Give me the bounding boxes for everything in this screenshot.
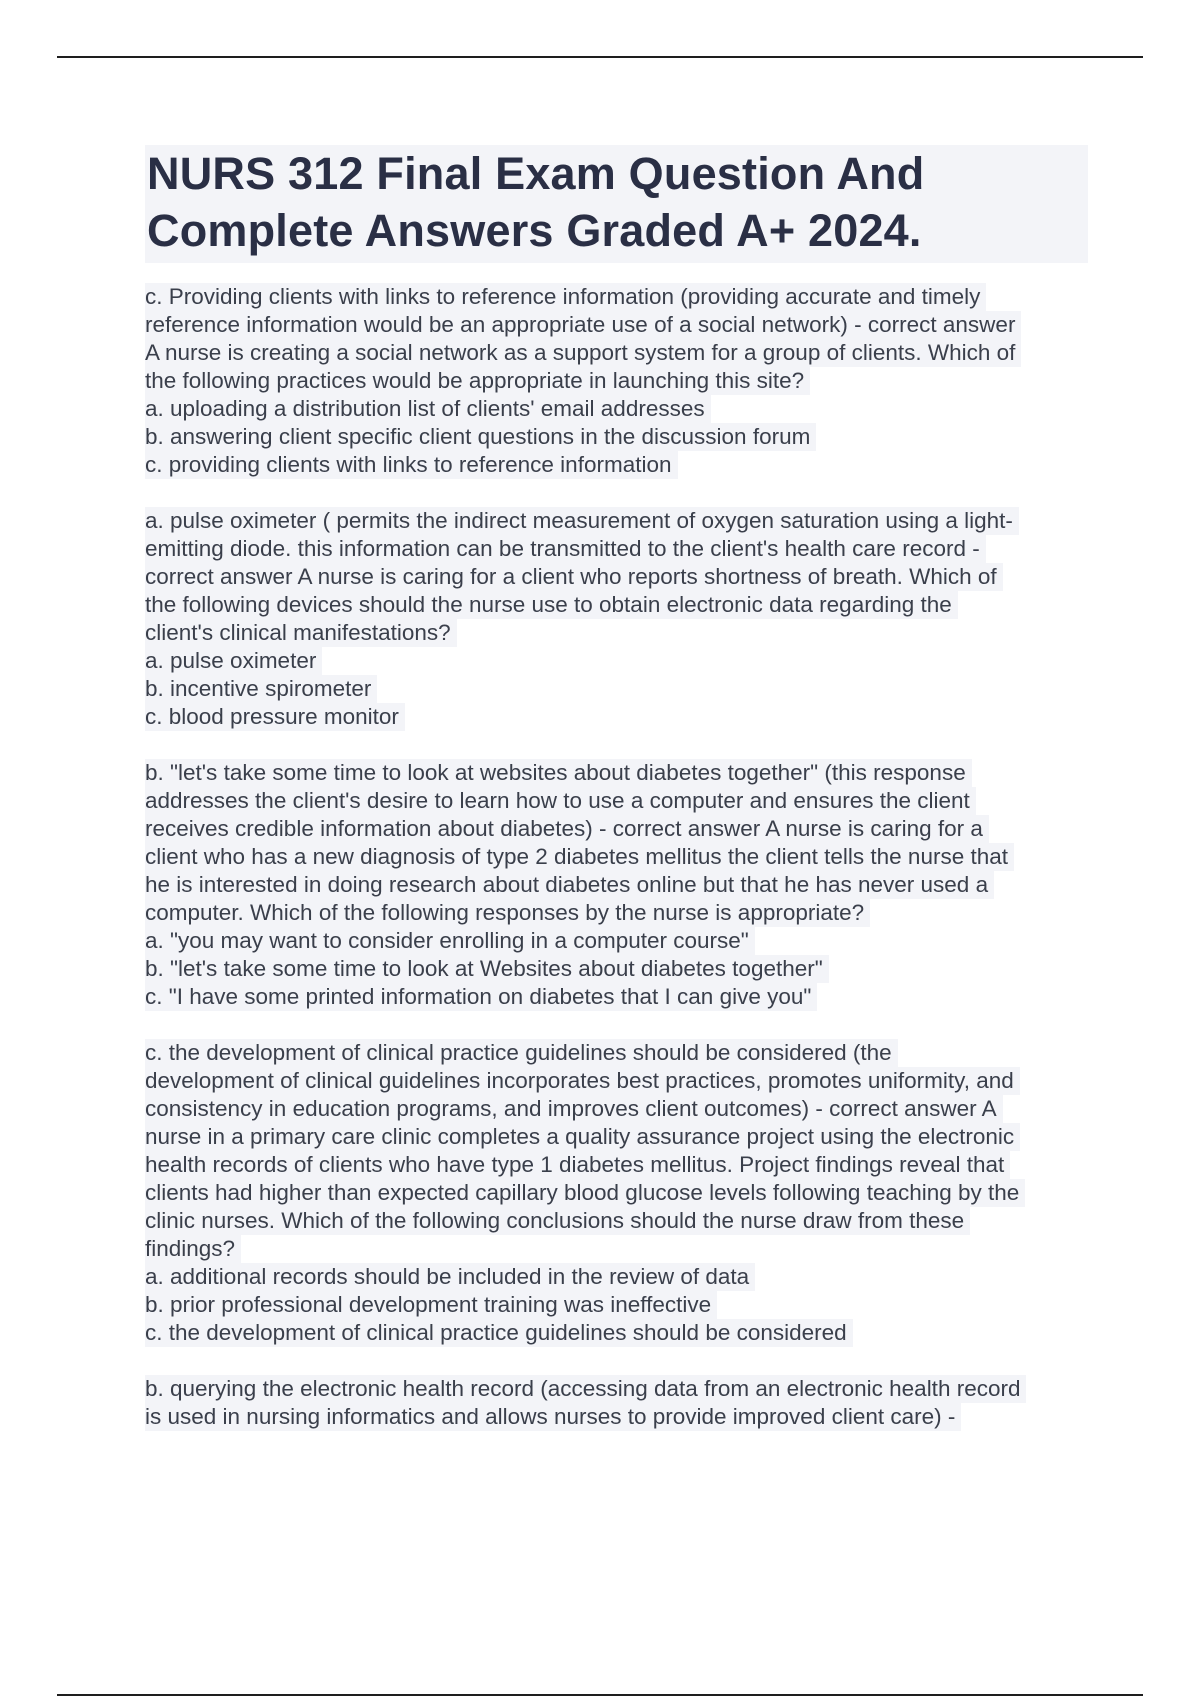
text-line: b. "let's take some time to look at Websites about diabetes together"	[145, 955, 829, 983]
title-block	[145, 145, 1088, 263]
text-line: a. pulse oximeter	[145, 647, 322, 675]
text-line: addresses the client's desire to learn how to use a computer and ensures the client	[145, 787, 976, 815]
text-line: receives credible information about diabetes) - correct answer A nurse is caring for a	[145, 815, 989, 843]
text-line: b. incentive spirometer	[145, 675, 377, 703]
text-line: the following practices would be appropriate in launching this site?	[145, 367, 810, 395]
text-line: a. uploading a distribution list of clients' email addresses	[145, 395, 711, 423]
text-line: clinic nurses. Which of the following conclusions should the nurse draw from these	[145, 1207, 970, 1235]
text-line: nurse in a primary care clinic completes a quality assurance project using the electronic	[145, 1123, 1020, 1151]
text-line: clients had higher than expected capillary blood glucose levels following teaching by the	[145, 1179, 1025, 1207]
title-line: NURS 312 Final Exam Question And	[147, 148, 925, 199]
qa-block	[145, 283, 1090, 479]
text-line: c. providing clients with links to reference information	[145, 451, 678, 479]
text-line: emitting diode. this information can be transmitted to the client's health care record -	[145, 535, 986, 563]
qa-block	[145, 759, 1090, 1011]
text-line: findings?	[145, 1235, 241, 1263]
document-body	[145, 283, 1090, 1459]
text-line: c. blood pressure monitor	[145, 703, 405, 731]
text-line: reference information would be an appropriate use of a social network) - correct answer	[145, 311, 1021, 339]
text-line: consistency in education programs, and improves client outcomes) - correct answer A	[145, 1095, 1003, 1123]
text-line: health records of clients who have type 1 diabetes mellitus. Project findings reveal that	[145, 1151, 1010, 1179]
header-rule	[57, 56, 1143, 58]
text-line: client's clinical manifestations?	[145, 619, 457, 647]
text-line: correct answer A nurse is caring for a client who reports shortness of breath. Which of	[145, 563, 1003, 591]
footer-rule	[57, 1694, 1143, 1696]
text-line: c. the development of clinical practice guidelines should be considered	[145, 1319, 853, 1347]
text-line: c. "I have some printed information on diabetes that I can give you"	[145, 983, 817, 1011]
text-line: the following devices should the nurse use to obtain electronic data regarding the	[145, 591, 958, 619]
text-line: client who has a new diagnosis of type 2 diabetes mellitus the client tells the nurse that	[145, 843, 1014, 871]
text-line: a. "you may want to consider enrolling in a computer course"	[145, 927, 755, 955]
qa-block	[145, 1375, 1090, 1431]
text-line: b. answering client specific client questions in the discussion forum	[145, 423, 816, 451]
text-line: computer. Which of the following responses by the nurse is appropriate?	[145, 899, 870, 927]
text-line: is used in nursing informatics and allows nurses to provide improved client care) -	[145, 1403, 961, 1431]
text-line: development of clinical guidelines incorporates best practices, promotes uniformity, and	[145, 1067, 1020, 1095]
qa-block	[145, 1039, 1090, 1347]
text-line: a. additional records should be included in the review of data	[145, 1263, 755, 1291]
text-line: he is interested in doing research about diabetes online but that he has never used a	[145, 871, 994, 899]
text-line: c. the development of clinical practice guidelines should be considered (the	[145, 1039, 898, 1067]
text-line: a. pulse oximeter ( permits the indirect measurement of oxygen saturation using a light-	[145, 507, 1019, 535]
text-line: b. querying the electronic health record (accessing data from an electronic health record	[145, 1375, 1026, 1403]
text-line: c. Providing clients with links to reference information (providing accurate and timely	[145, 283, 986, 311]
qa-block	[145, 507, 1090, 731]
title-line: Complete Answers Graded A+ 2024.	[147, 205, 922, 256]
text-line: b. prior professional development training was ineffective	[145, 1291, 717, 1319]
document-title	[147, 145, 1084, 259]
text-line: b. "let's take some time to look at websites about diabetes together" (this response	[145, 759, 972, 787]
text-line: A nurse is creating a social network as a support system for a group of clients. Which of	[145, 339, 1021, 367]
